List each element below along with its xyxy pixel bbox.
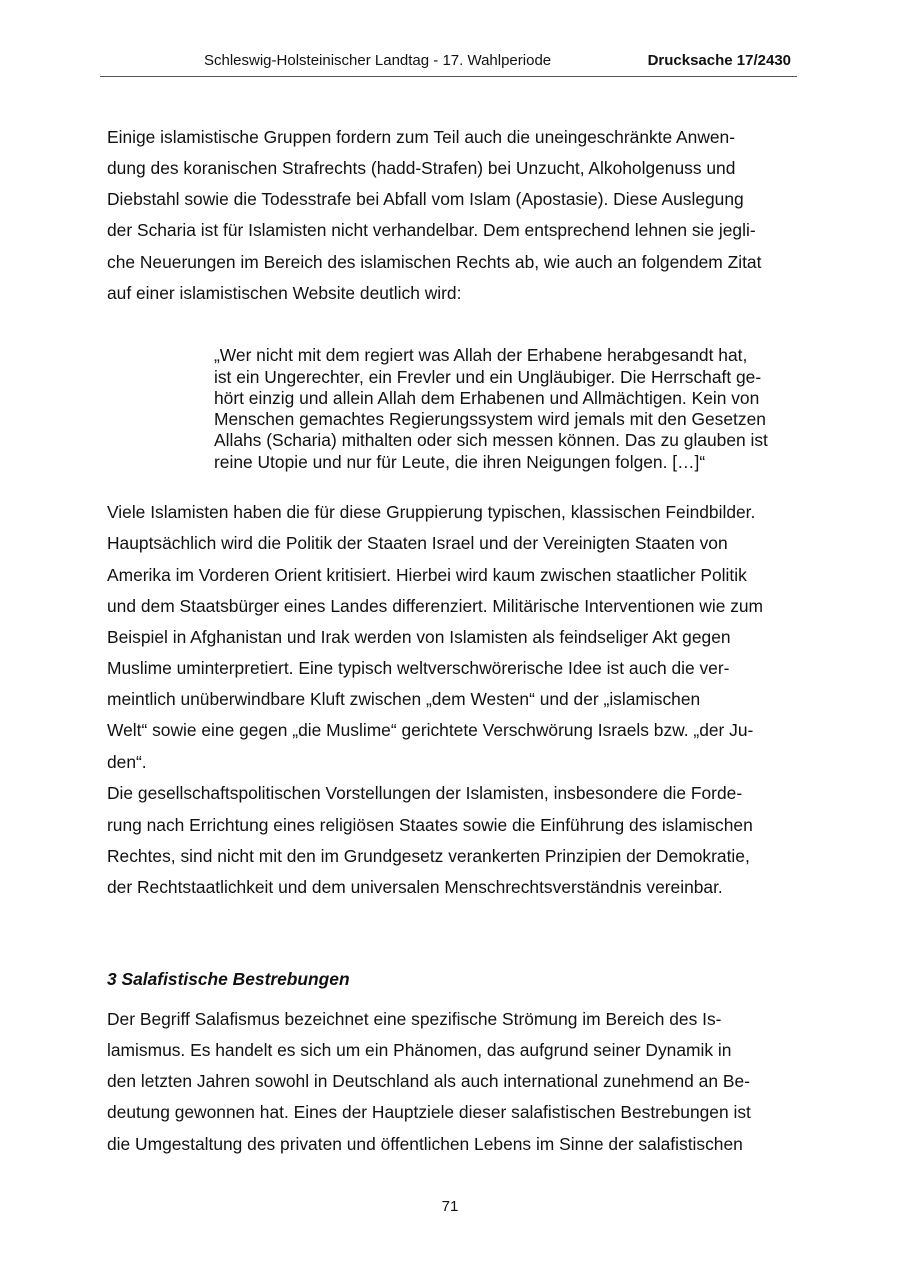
quote-line: „Wer nicht mit dem regiert was Allah der Erhabene herabgesandt hat, [214, 345, 748, 365]
document-reference: Drucksache 17/2430 [647, 52, 791, 69]
text-line: Der Begriff Salafismus bezeichnet eine spezifische Strömung im Bereich des Is- [107, 1009, 722, 1029]
header-title: Schleswig-Holsteinischer Landtag - 17. Wahlperiode [204, 52, 552, 69]
text-line: Einige islamistische Gruppen fordern zum Teil auch die uneingeschränkte Anwen- [107, 127, 736, 147]
text-line: und dem Staatsbürger eines Landes differenziert. Militärische Interventionen wie zum [107, 596, 764, 616]
text-line: Diebstahl sowie die Todesstrafe bei Abfall vom Islam (Apostasie). Diese Auslegung [107, 189, 744, 209]
text-line: der Scharia ist für Islamisten nicht verhandelbar. Dem entsprechend lehnen sie jegli- [107, 220, 756, 240]
text-line: Muslime uminterpretiert. Eine typisch weltverschwörerische Idee ist auch die ver- [107, 658, 730, 678]
page-number: 71 [441, 1198, 459, 1215]
text-line: Viele Islamisten haben die für diese Gruppierung typischen, klassischen Feindbilder. [107, 502, 756, 522]
text-line: auf einer islamistischen Website deutlich wird: [107, 283, 462, 303]
text-line: Welt“ sowie eine gegen „die Muslime“ gerichtete Verschwörung Israels bzw. „der Ju- [107, 720, 754, 740]
text-line: Rechtes, sind nicht mit den im Grundgesetz verankerten Prinzipien der Demokratie, [107, 846, 750, 866]
text-line: dung des koranischen Strafrechts (hadd-Strafen) bei Unzucht, Alkoholgenuss und [107, 158, 736, 178]
quote-line: reine Utopie und nur für Leute, die ihren Neigungen folgen. […]“ [214, 452, 706, 472]
section-heading: 3 Salafistische Bestrebungen [107, 969, 350, 989]
header-divider [100, 76, 797, 77]
quote-line: Menschen gemachtes Regierungssystem wird jemals mit den Gesetzen [214, 409, 766, 429]
text-line: deutung gewonnen hat. Eines der Hauptziele dieser salafistischen Bestrebungen ist [107, 1102, 751, 1122]
text-line: meintlich unüberwindbare Kluft zwischen „dem Westen“ und der „islamischen [107, 689, 701, 709]
quote-line: Allahs (Scharia) mithalten oder sich messen können. Das zu glauben ist [214, 430, 768, 450]
text-line: Die gesellschaftspolitischen Vorstellungen der Islamisten, insbesondere die Forde- [107, 783, 743, 803]
text-line: Beispiel in Afghanistan und Irak werden von Islamisten als feindseliger Akt gegen [107, 627, 731, 647]
text-line: den letzten Jahren sowohl in Deutschland als auch international zunehmend an Be- [107, 1071, 750, 1091]
page-header [100, 52, 797, 74]
text-line: rung nach Errichtung eines religiösen Staates sowie die Einführung des islamischen [107, 815, 753, 835]
text-line: den“. [107, 752, 147, 772]
text-line: der Rechtstaatlichkeit und dem universalen Menschrechtsverständnis vereinbar. [107, 877, 723, 897]
quote-line: hört einzig und allein Allah dem Erhabenen und Allmächtigen. Kein von [214, 388, 760, 408]
text-line: Amerika im Vorderen Orient kritisiert. Hierbei wird kaum zwischen staatlicher Politik [107, 565, 747, 585]
quote-line: ist ein Ungerechter, ein Frevler und ein Ungläubiger. Die Herrschaft ge- [214, 367, 762, 387]
text-line: die Umgestaltung des privaten und öffentlichen Lebens im Sinne der salafistischen [107, 1134, 743, 1154]
text-line: lamismus. Es handelt es sich um ein Phänomen, das aufgrund seiner Dynamik in [107, 1040, 732, 1060]
text-line: Hauptsächlich wird die Politik der Staaten Israel und der Vereinigten Staaten von [107, 533, 728, 553]
text-line: che Neuerungen im Bereich des islamischen Rechts ab, wie auch an folgendem Zitat [107, 252, 762, 272]
